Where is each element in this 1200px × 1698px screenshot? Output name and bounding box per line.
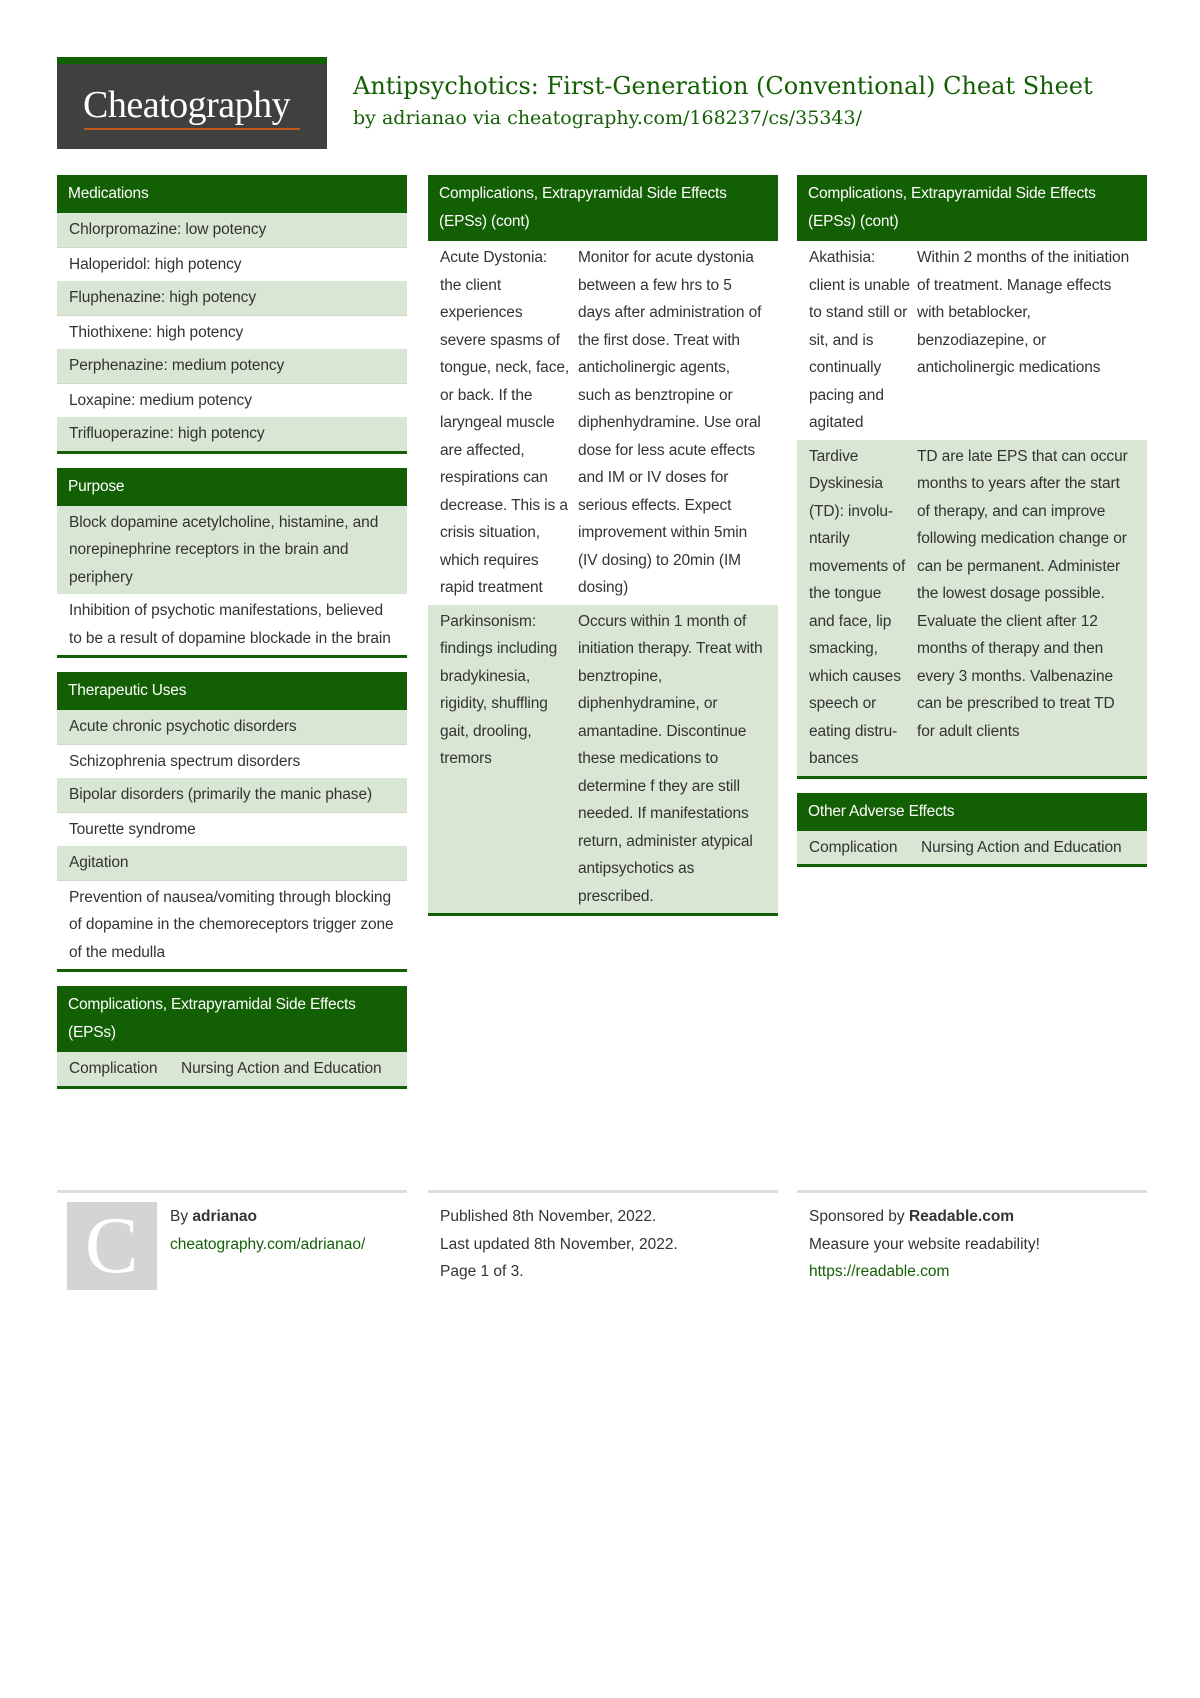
footer-published: Published 8th November, 2022.	[440, 1208, 657, 1225]
therapeutic-use-item: Tourette syndrome	[57, 813, 407, 847]
eps-row	[428, 605, 778, 914]
other-adverse-col-complication: Complication	[809, 838, 898, 856]
eps-row	[797, 241, 1147, 440]
eps-cont-2-title: Complications, Extrapyramidal Side Effects (EPSs) (cont)	[797, 175, 1147, 241]
medication-item: Perphenazine: medium potency	[57, 349, 407, 384]
therapeutic-uses-section	[57, 672, 407, 972]
therapeutic-use-item: Prevention of nausea/vomiting through blocking of dopamine in the chemoreceptors trigger zone of the medulla	[57, 881, 407, 970]
author-avatar[interactable]	[67, 1202, 157, 1290]
eps-col-complication: Complication	[69, 1060, 158, 1077]
byline	[353, 107, 862, 129]
footer-by: By	[170, 1208, 189, 1225]
eps-complication: Acute Dystonia: the client experiences severe spasms of tongue, neck, face, or back. If the laryngeal muscle are affected, respirations can decrease. This is a crisis situation, which requires rapid treatment	[440, 249, 570, 596]
eps-cont-1-title: Complications, Extrapyramidal Side Effects (EPSs) (cont)	[428, 175, 778, 241]
purpose-title: Purpose	[57, 468, 407, 506]
eps-complication: Tardive Dyskinesia (TD): involuntarily movements of the tongue and face, lip smacking, which causes speech or eating distrubances	[809, 447, 906, 767]
footer-author-line	[170, 1203, 365, 1231]
eps-header-row	[57, 1052, 407, 1086]
column-3	[797, 175, 1147, 881]
column-1	[57, 175, 407, 1103]
purpose-item: Block dopamine acetylcholine, histamine, and norepinephrine receptors in the brain and periphery	[57, 506, 407, 595]
medication-item: Loxapine: medium potency	[57, 384, 407, 418]
footer-sponsor-link[interactable]: https://readable.com	[809, 1263, 950, 1280]
medication-item: Trifluoperazine: high potency	[57, 417, 407, 451]
byline-via: via	[472, 107, 502, 129]
avatar-letter-icon: C	[85, 1202, 139, 1290]
eps-complication: Akathisia: client is unable to stand still or sit, and is continually pacing and agitated	[809, 249, 910, 431]
purpose-section	[57, 468, 407, 659]
other-adverse-header-row	[797, 831, 1147, 865]
medication-item: Fluphenazine: high potency	[57, 281, 407, 316]
eps-row	[428, 241, 778, 605]
footer-meta	[440, 1203, 678, 1286]
byline-author-link[interactable]: adrianao	[381, 107, 467, 129]
medication-item: Thiothixene: high potency	[57, 316, 407, 350]
footer-sponsor-line	[809, 1203, 1040, 1231]
eps-complication: Parkinsonism: findings including bradykinesia, rigidity, shuffling gait, drooling, tremors	[440, 612, 558, 767]
medications-section	[57, 175, 407, 454]
eps-action: TD are late EPS that can occur months to years after the start of therapy, and can improve following medication change or can be permanent. Administer the lowest dosage possible. Evaluate the client after 12 months of therapy and then every 3 months. Valbenazine can be prescribed to treat TD for adult clients	[917, 447, 1128, 740]
eps-action: Occurs within 1 month of initiation therapy. Treat with benztropine, diphenhydramine, or amantadine. Discontinue these medications to determine f they are still needed. If manifestations return, administer atypical antipsychotics as prescribed.	[578, 612, 763, 905]
footer-divider	[428, 1190, 778, 1193]
footer-divider	[57, 1190, 407, 1193]
medication-item: Chlorpromazine: low potency	[57, 213, 407, 248]
footer-sponsor	[809, 1203, 1040, 1286]
eps-col-action: Nursing Action and Education	[181, 1060, 382, 1077]
other-adverse-title: Other Adverse Effects	[797, 793, 1147, 831]
therapeutic-use-item: Schizophrenia spectrum disorders	[57, 745, 407, 779]
page-title: Antipsychotics: First-Generation (Conventional) Cheat Sheet	[353, 72, 1093, 100]
eps-action: Monitor for acute dystonia between a few hrs to 5 days after administration of the first dose. Treat with anticholinergic agents, such as benztropine or diphenhydramine. Use oral dose for less acute effects and IM or IV doses for serious effects. Expect improvement within 5min (IV dosing) to 20min (IM dosing)	[578, 249, 762, 596]
byline-by: by	[353, 107, 376, 129]
footer-author	[170, 1203, 365, 1258]
medications-title: Medications	[57, 175, 407, 213]
therapeutic-use-item: Agitation	[57, 846, 407, 881]
other-adverse-section	[797, 793, 1147, 868]
therapeutic-use-item: Bipolar disorders (primarily the manic phase)	[57, 778, 407, 813]
purpose-item: Inhibition of psychotic manifestations, believed to be a result of dopamine blockade in the brain	[57, 594, 407, 655]
eps-section	[57, 986, 407, 1089]
eps-row	[797, 440, 1147, 776]
footer-updated: Last updated 8th November, 2022.	[440, 1235, 678, 1253]
medication-item: Haloperidol: high potency	[57, 248, 407, 282]
logo-underline	[84, 128, 300, 130]
therapeutic-uses-title: Therapeutic Uses	[57, 672, 407, 710]
footer-sponsor-tagline: Measure your website readability!	[809, 1235, 1040, 1253]
column-2	[428, 175, 778, 930]
footer-author-link[interactable]: cheatography.com/adrianao/	[170, 1235, 366, 1253]
therapeutic-use-item: Acute chronic psychotic disorders	[57, 710, 407, 745]
cheatography-logo[interactable]	[57, 57, 327, 149]
eps-title: Complications, Extrapyramidal Side Effects (EPSs)	[57, 986, 407, 1052]
logo-text: Cheatography	[83, 84, 291, 126]
footer-author-name[interactable]: adrianao	[192, 1208, 258, 1225]
other-adverse-col-action: Nursing Action and Education	[921, 838, 1122, 856]
footer-page: Page 1 of 3.	[440, 1263, 524, 1280]
byline-url-link[interactable]: cheatography.com/168237/cs/35343/	[507, 107, 862, 129]
footer-divider	[797, 1190, 1147, 1193]
eps-cont-2-section	[797, 175, 1147, 779]
eps-cont-1-section	[428, 175, 778, 916]
eps-action: Within 2 months of the initiation of treatment. Manage effects with betablocker, benzodiazepine, or anticholinergic medications	[917, 249, 1130, 376]
footer-sponsor-prefix: Sponsored by	[809, 1208, 905, 1225]
footer-sponsor-name[interactable]: Readable.com	[908, 1208, 1015, 1225]
